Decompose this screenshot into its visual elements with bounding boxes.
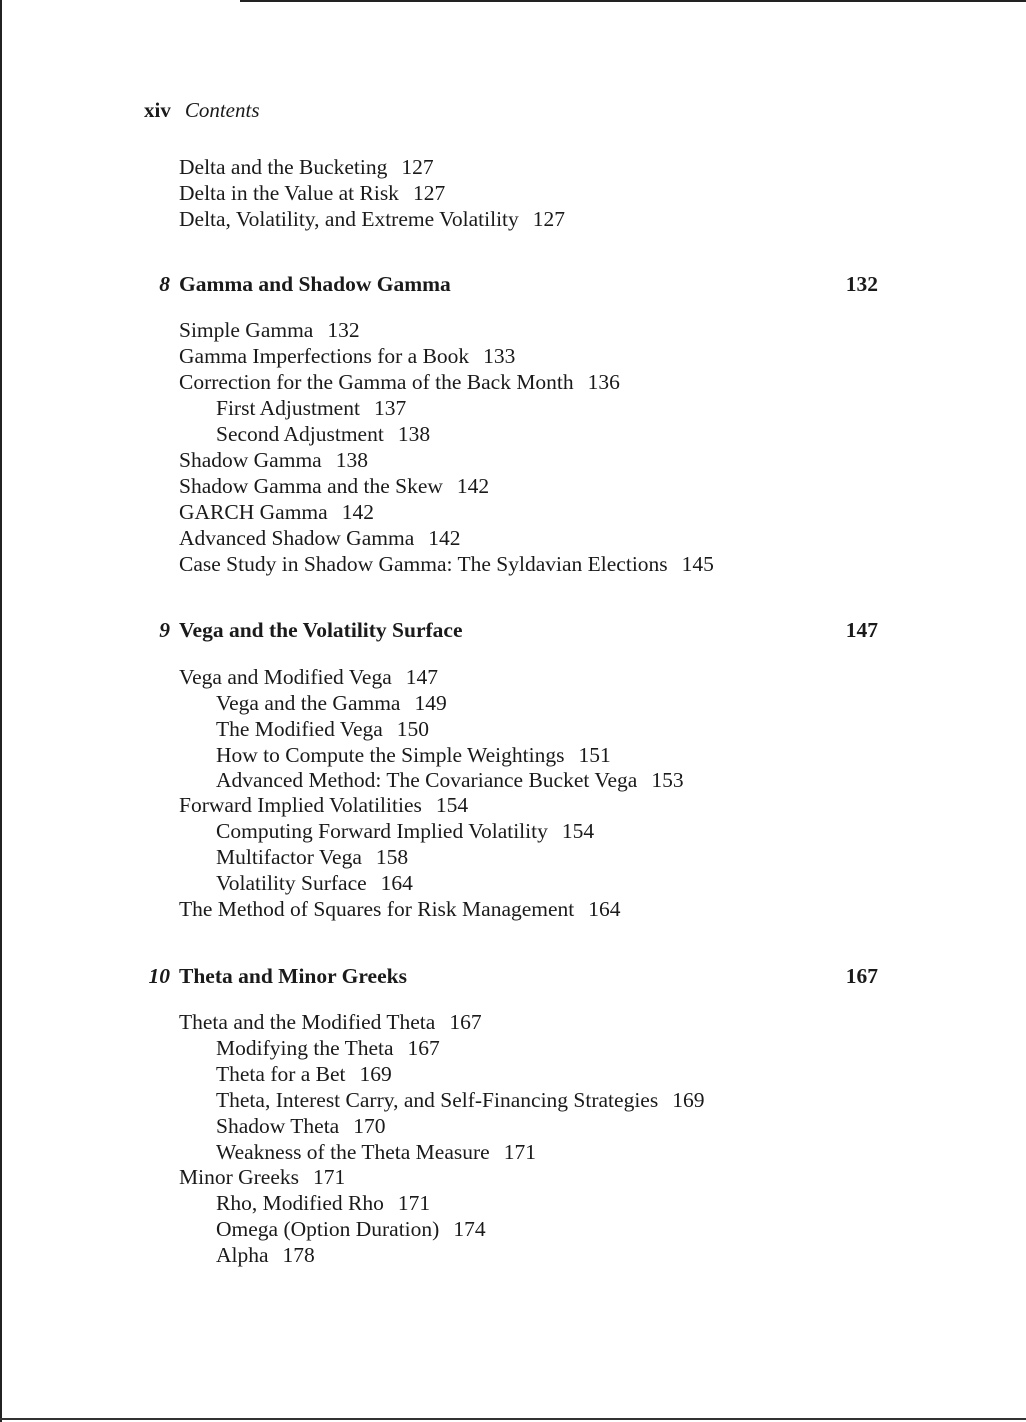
running-head-title: Contents xyxy=(184,98,260,122)
toc-subentry: Multifactor Vega 158 xyxy=(216,845,409,869)
toc-subentry: Computing Forward Implied Volatility 154 xyxy=(216,819,595,843)
toc-subentry: The Modified Vega 150 xyxy=(216,717,430,741)
toc-entry: Delta in the Value at Risk 127 xyxy=(179,181,446,205)
toc-entry: Delta, Volatility, and Extreme Volatility 127 xyxy=(179,207,566,231)
toc-subentry: First Adjustment 137 xyxy=(216,396,407,420)
toc-entry: Theta and the Modified Theta 167 xyxy=(179,1010,482,1034)
toc-entry: Minor Greeks 171 xyxy=(179,1165,346,1189)
toc-entry: Gamma Imperfections for a Book 133 xyxy=(179,344,516,368)
toc-entry: Forward Implied Volatilities 154 xyxy=(179,793,469,817)
toc-entry: Correction for the Gamma of the Back Month 136 xyxy=(179,370,620,394)
toc-subentry: Modifying the Theta 167 xyxy=(216,1036,440,1060)
toc-subentry: Omega (Option Duration) 174 xyxy=(216,1217,486,1241)
chapter-title: Vega and the Volatility Surface xyxy=(179,618,463,642)
toc-entry: Vega and Modified Vega 147 xyxy=(179,665,439,689)
toc-subentry: Weakness of the Theta Measure 171 xyxy=(216,1140,536,1164)
toc-subentry: Second Adjustment 138 xyxy=(216,422,431,446)
chapter-title: Theta and Minor Greeks xyxy=(179,964,407,988)
chapter-page: 147 xyxy=(845,618,878,642)
scan-edge-bottom xyxy=(0,1418,1026,1420)
toc-entry: Advanced Shadow Gamma 142 xyxy=(179,526,461,550)
chapter-page: 132 xyxy=(845,272,878,296)
toc-entry: Case Study in Shadow Gamma: The Syldavian Elections 145 xyxy=(179,552,714,576)
chapter-title: Gamma and Shadow Gamma xyxy=(179,272,451,296)
toc-entry: Shadow Gamma 138 xyxy=(179,448,368,472)
toc-subentry: Theta, Interest Carry, and Self-Financing Strategies 169 xyxy=(216,1088,705,1112)
toc-entry: The Method of Squares for Risk Management 164 xyxy=(179,897,621,921)
toc-entry: GARCH Gamma 142 xyxy=(179,500,374,524)
chapter-number: 10 xyxy=(148,964,170,988)
toc-subentry: Volatility Surface 164 xyxy=(216,871,413,895)
scan-edge-top xyxy=(240,0,1026,2)
chapter-number: 8 xyxy=(159,272,170,296)
scan-edge-left xyxy=(0,0,2,1422)
toc-subentry: How to Compute the Simple Weightings 151 xyxy=(216,743,611,767)
page-folio: xiv xyxy=(144,98,171,122)
toc-subentry: Shadow Theta 170 xyxy=(216,1114,386,1138)
toc-subentry: Advanced Method: The Covariance Bucket Vega 153 xyxy=(216,768,684,792)
toc-subentry: Alpha 178 xyxy=(216,1243,315,1267)
toc-subentry: Theta for a Bet 169 xyxy=(216,1062,392,1086)
chapter-number: 9 xyxy=(159,618,170,642)
toc-subentry: Vega and the Gamma 149 xyxy=(216,691,447,715)
toc-subentry: Rho, Modified Rho 171 xyxy=(216,1191,431,1215)
toc-entry: Simple Gamma 132 xyxy=(179,318,360,342)
toc-entry: Delta and the Bucketing 127 xyxy=(179,155,434,179)
running-head xyxy=(144,98,260,123)
toc-entry: Shadow Gamma and the Skew 142 xyxy=(179,474,490,498)
chapter-page: 167 xyxy=(845,964,878,988)
